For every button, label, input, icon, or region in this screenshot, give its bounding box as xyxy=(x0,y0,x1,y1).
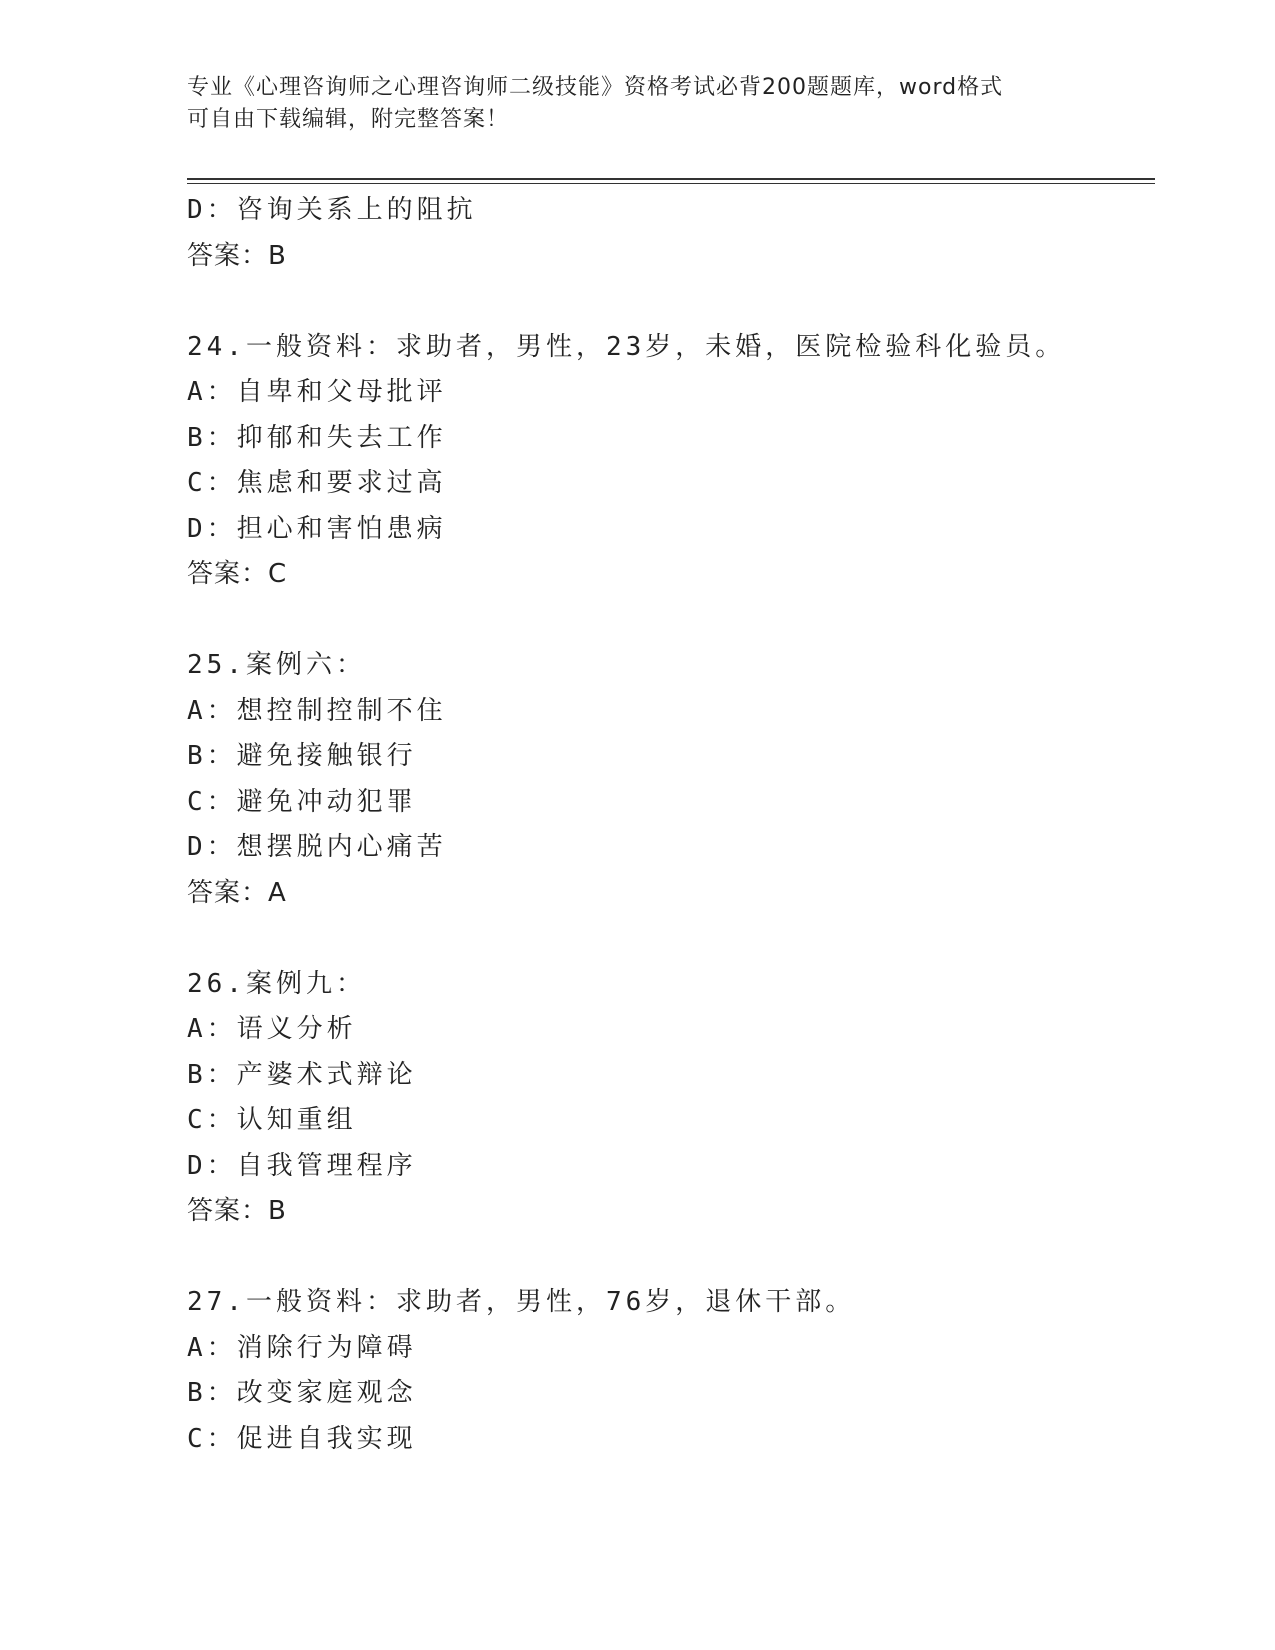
question-block xyxy=(187,962,1137,1235)
option-line: B：改变家庭观念 xyxy=(187,1378,417,1408)
option-line: A：消除行为障碍 xyxy=(187,1332,417,1363)
option-line: B：产婆术式辩论 xyxy=(187,1059,417,1090)
option-line: C：认知重组 xyxy=(187,1105,357,1135)
header-line-1: 专业《心理咨询师之心理咨询师二级技能》资格考试必背200题题库，word格式 xyxy=(187,75,1004,100)
header-divider-thin xyxy=(187,183,1155,184)
question-stem: 24.一般资料：求助者，男性，23岁，未婚，医院检验科化验员。 xyxy=(187,331,1066,362)
option-line: B：避免接触银行 xyxy=(187,741,417,771)
option-line: D：咨询关系上的阻抗 xyxy=(187,195,477,225)
document-header xyxy=(187,72,1087,136)
option-line: A：想控制控制不住 xyxy=(187,695,447,726)
answer-line: 答案：C xyxy=(187,559,288,589)
answer-line: 答案：A xyxy=(187,877,287,908)
option-line: B：抑郁和失去工作 xyxy=(187,422,447,453)
option-line: A：自卑和父母批评 xyxy=(187,377,447,407)
block-spacer xyxy=(187,279,1137,325)
header-line-2: 可自由下载编辑，附完整答案！ xyxy=(187,107,510,132)
option-line: C：促进自我实现 xyxy=(187,1423,417,1454)
option-line: C：焦虑和要求过高 xyxy=(187,468,447,498)
question-block xyxy=(187,325,1137,598)
answer-line: 答案：B xyxy=(187,240,287,271)
question-block xyxy=(187,1280,1137,1462)
question-stem: 26.案例九： xyxy=(187,968,366,999)
option-line: D：担心和害怕患病 xyxy=(187,513,447,544)
option-line: A：语义分析 xyxy=(187,1014,357,1044)
question-list xyxy=(187,188,1137,1462)
header-divider xyxy=(187,178,1155,180)
block-spacer xyxy=(187,1235,1137,1281)
question-block xyxy=(187,188,1137,279)
question-stem: 27.一般资料：求助者，男性，76岁，退休干部。 xyxy=(187,1287,856,1317)
block-spacer xyxy=(187,598,1137,644)
option-line: C：避免冲动犯罪 xyxy=(187,786,417,817)
question-block xyxy=(187,643,1137,916)
option-line: D：想摆脱内心痛苦 xyxy=(187,832,447,862)
question-stem: 25.案例六： xyxy=(187,650,366,680)
option-line: D：自我管理程序 xyxy=(187,1150,417,1181)
answer-line: 答案：B xyxy=(187,1196,287,1226)
block-spacer xyxy=(187,916,1137,962)
